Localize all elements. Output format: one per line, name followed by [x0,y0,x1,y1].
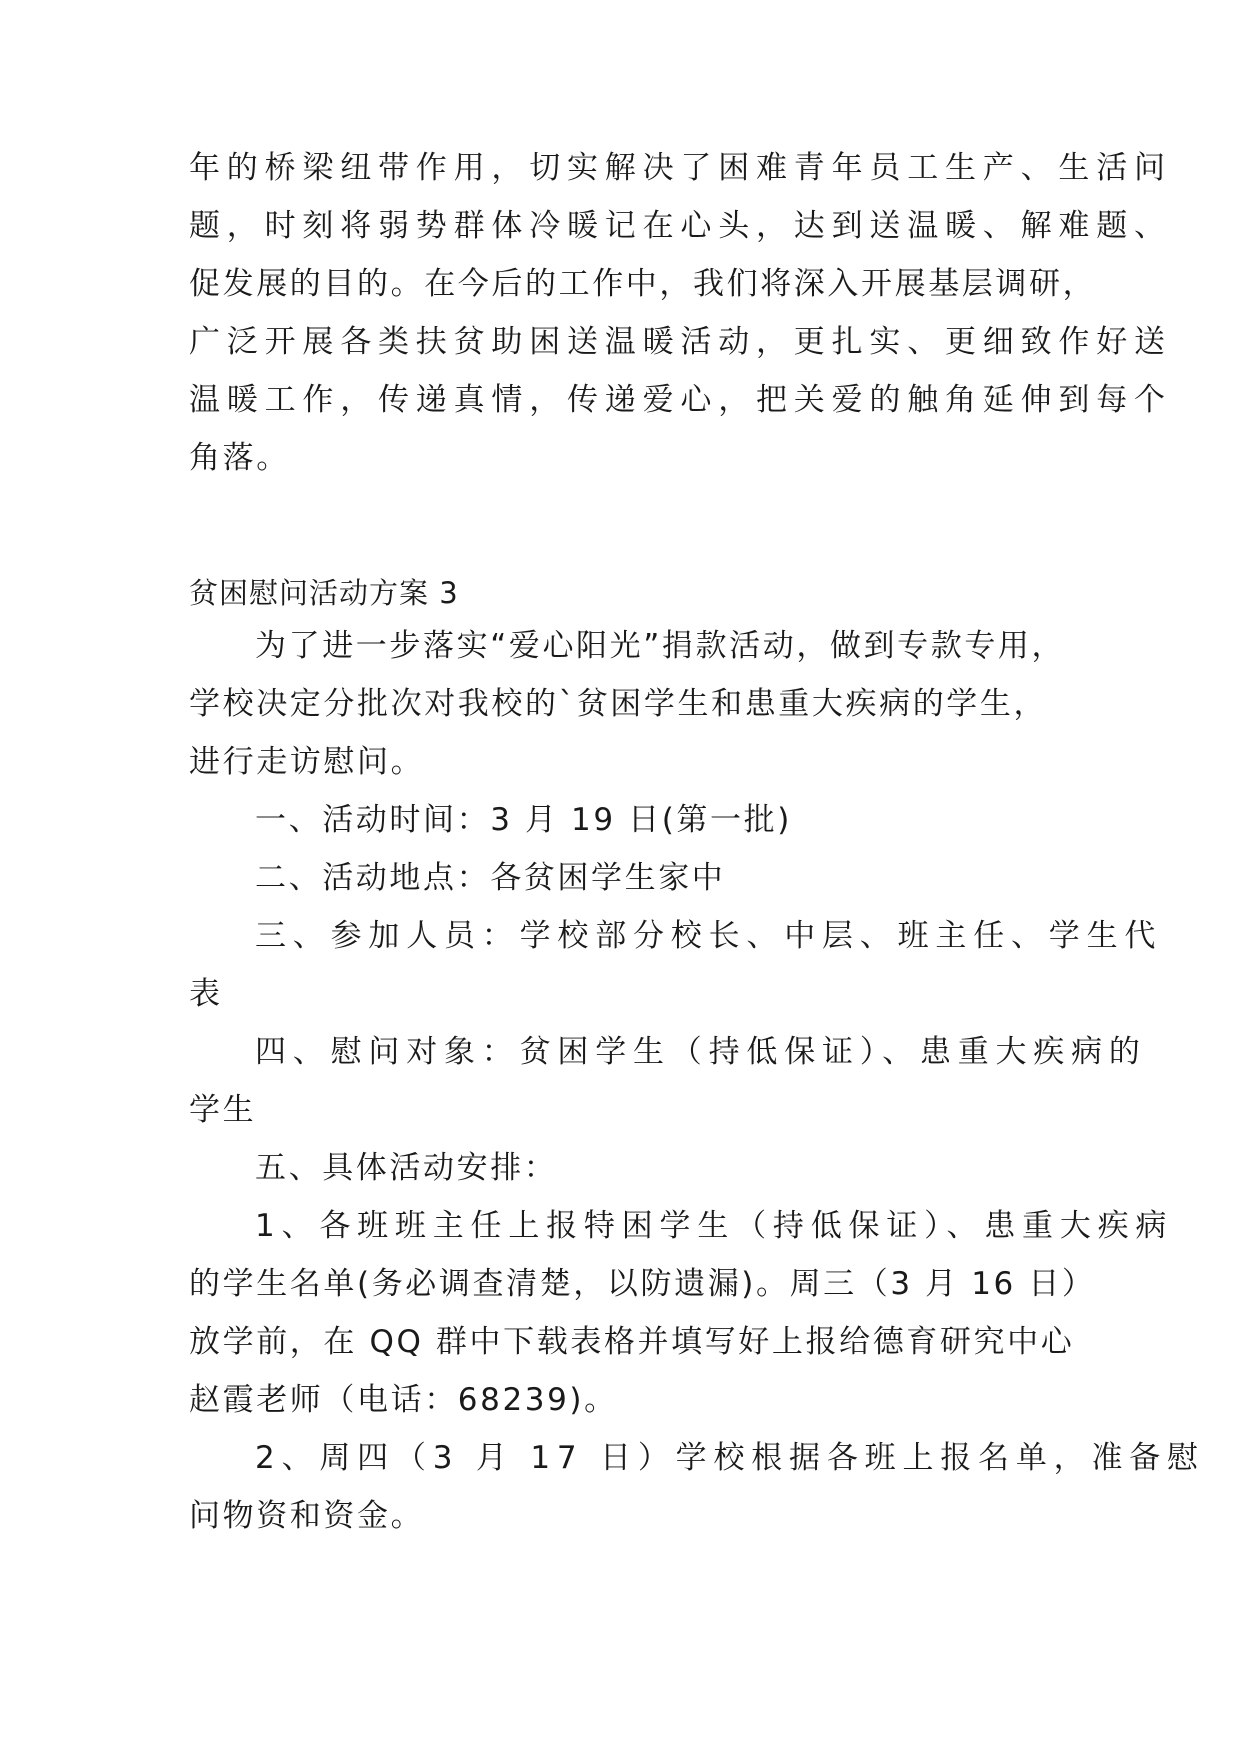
paragraph-line: 促发展的目的。在今后的工作中，我们将深入开展基层调研， [189,266,1097,302]
intro-line: 学校决定分批次对我校的`贫困学生和患重大疾病的学生， [189,686,1048,722]
paragraph-line: 角落。 [189,440,290,476]
step-2-line: 问物资和资金。 [189,1498,425,1534]
target-line: 四、慰问对象：贫困学生（持低保证）、患重大疾病的 [255,1034,1147,1070]
paragraph-line: 题，时刻将弱势群体冷暖记在心头，达到送温暖、解难题、 [189,208,1172,244]
step-1-line: 1、各班班主任上报特困学生（持低保证）、患重大疾病 [255,1208,1174,1244]
paragraph-line: 温暖工作，传递真情，传递爱心，把关爱的触角延伸到每个 [189,382,1172,418]
activity-time: 一、活动时间：3 月 19 日(第一批) [255,802,792,838]
activity-place: 二、活动地点：各贫困学生家中 [255,860,726,896]
schedule-heading: 五、具体活动安排： [255,1150,558,1186]
intro-line: 为了进一步落实“爱心阳光”捐款活动，做到专款专用， [255,628,1066,664]
participants-line: 表 [189,976,223,1012]
target-line: 学生 [189,1092,257,1128]
step-1-line: 赵霞老师（电话：68239)。 [189,1382,618,1418]
paragraph-line: 年的桥梁纽带作用，切实解决了困难青年员工生产、生活问 [189,150,1172,186]
step-1-line: 的学生名单(务必调查清楚，以防遗漏)。周三（3 月 16 日） [189,1266,1096,1302]
step-1-line: 放学前，在 QQ 群中下载表格并填写好上报给德育研究中心 [189,1324,1075,1360]
step-2-line: 2、周四（3 月 17 日）学校根据各班上报名单，准备慰 [255,1440,1205,1476]
section-title: 贫困慰问活动方案 3 [189,576,459,610]
paragraph-line: 广泛开展各类扶贫助困送温暖活动，更扎实、更细致作好送 [189,324,1172,360]
intro-line: 进行走访慰问。 [189,744,425,780]
participants-line: 三、参加人员：学校部分校长、中层、班主任、学生代 [255,918,1163,954]
